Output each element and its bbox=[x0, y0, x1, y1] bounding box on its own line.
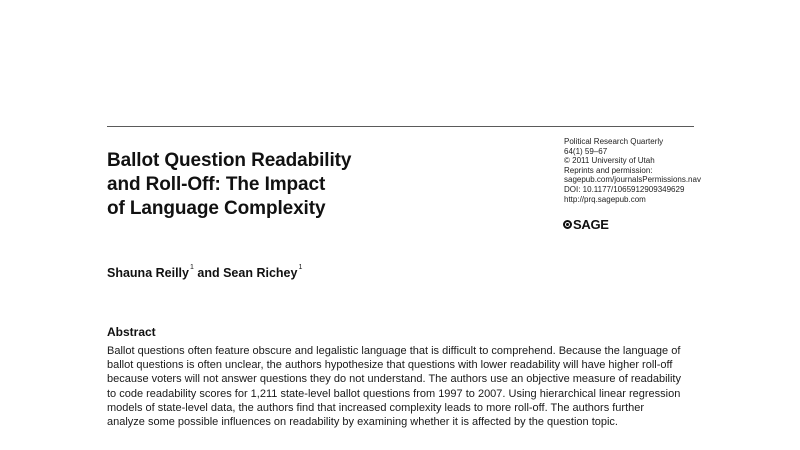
abstract-line: because voters will not answer questions they do not understand. The authors use an objective measure of readability bbox=[107, 373, 681, 386]
journal-url: http://prq.sagepub.com bbox=[564, 194, 646, 204]
reprints-label: Reprints and permission: bbox=[564, 165, 653, 175]
title-line: and Roll-Off: The Impact bbox=[107, 174, 326, 195]
author-line bbox=[107, 266, 302, 280]
sage-logo bbox=[563, 216, 609, 232]
affiliation-marker: 1 bbox=[189, 264, 194, 271]
abstract-line: Ballot questions often feature obscure and legalistic language that is difficult to comprehend. Because the language of bbox=[107, 345, 681, 357]
abstract-line: models of state-level data, the authors find that increased complexity leads to more roll-off. The authors further bbox=[107, 401, 645, 414]
article-title bbox=[107, 149, 467, 221]
affiliation-marker: 1 bbox=[298, 264, 303, 271]
author-name: Sean Richey bbox=[223, 266, 298, 280]
author-connector: and bbox=[197, 266, 220, 280]
abstract-heading: Abstract bbox=[107, 325, 156, 339]
sage-logo-text: SAGE bbox=[573, 216, 609, 232]
abstract-line: to code readability scores for 1,211 state-level ballot questions from 1997 to 2007. Using hierarchical linear regression bbox=[107, 387, 681, 400]
author-name: Shauna Reilly bbox=[107, 266, 189, 280]
permissions-url: sagepub.com/journalsPermissions.nav bbox=[564, 175, 701, 185]
sage-logo-icon bbox=[563, 220, 572, 229]
abstract-line: analyze some possible influences on readability by examining whether it is affected by the question topic. bbox=[107, 416, 618, 429]
journal-info bbox=[564, 137, 744, 204]
journal-volume: 64(1) 59–67 bbox=[564, 146, 608, 156]
header-rule bbox=[107, 126, 694, 127]
copyright: © 2011 University of Utah bbox=[564, 156, 655, 166]
abstract-line: ballot questions is often unclear, the authors hypothesize that questions with lower readability will have higher roll-off bbox=[107, 359, 673, 372]
title-line: Ballot Question Readability bbox=[107, 150, 352, 171]
doi: DOI: 10.1177/1065912909349629 bbox=[564, 184, 685, 194]
title-line: of Language Complexity bbox=[107, 198, 326, 219]
journal-name: Political Research Quarterly bbox=[564, 137, 664, 146]
abstract-body bbox=[107, 344, 697, 429]
